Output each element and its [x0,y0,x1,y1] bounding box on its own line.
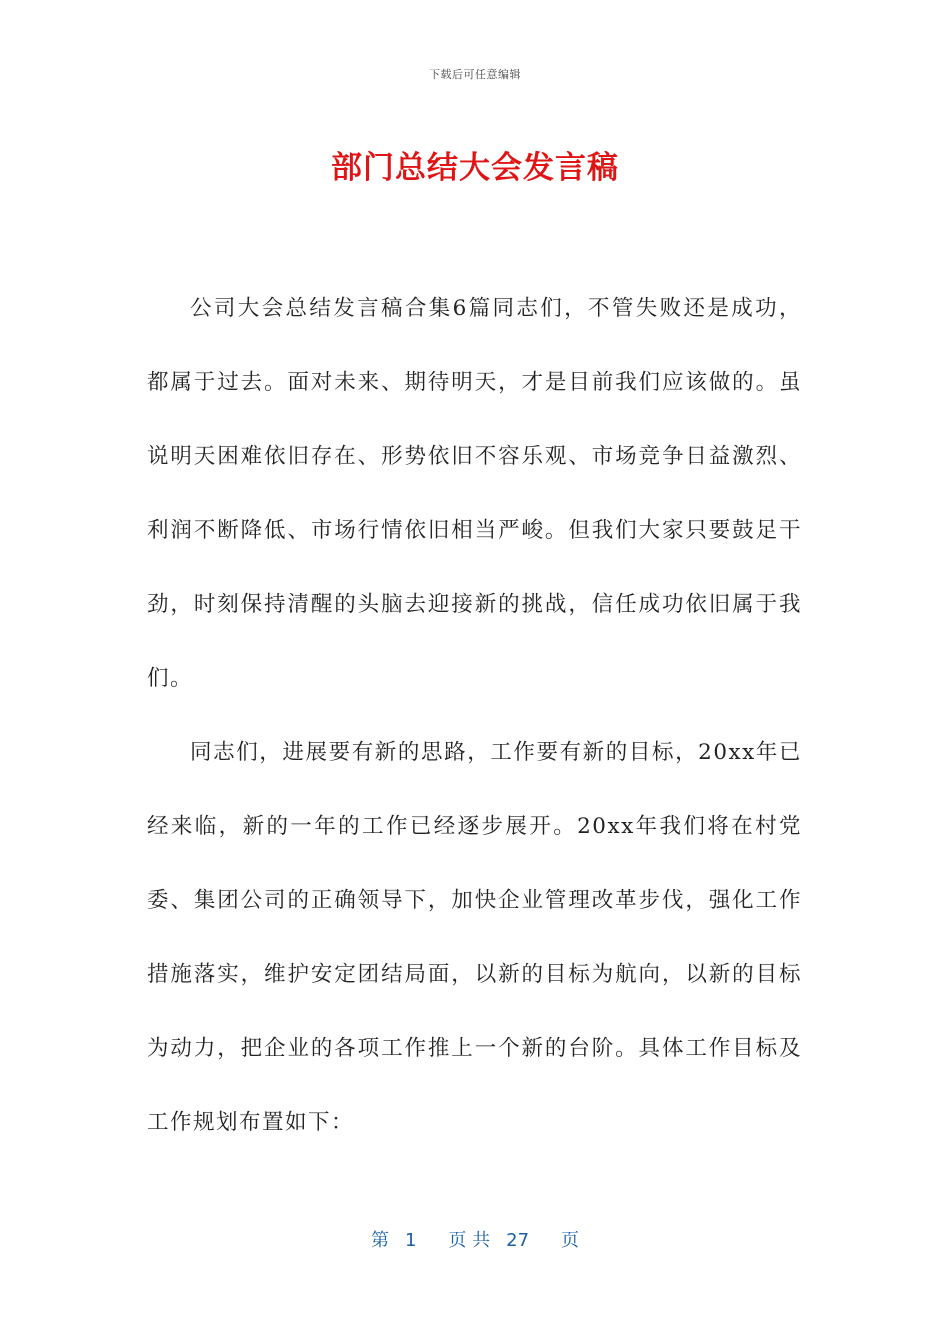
document-body [147,272,802,1160]
paragraph-2: 同志们，进展要有新的思路，工作要有新的目标，20xx年已经来临，新的一年的工作已经逐步展开。20xx年我们将在村党委、集团公司的正确领导下，加快企业管理改革步伐，强化工作措施落实，维护安定团结局面，以新的目标为航向，以新的目标为动力，把企业的各项工作推上一个新的台阶。具体工作目标及工作规划布置如下： [147,740,802,1135]
page-prefix: 第 [370,1230,389,1251]
paragraph-1: 公司大会总结发言稿合集6篇同志们，不管失败还是成功，都属于过去。面对未来、期待明天，才是目前我们应该做的。虽说明天困难依旧存在、形势依旧不容乐观、市场竞争日益激烈、利润不断降低、市场行情依旧相当严峻。但我们大家只要鼓足干劲，时刻保持清醒的头脑去迎接新的挑战，信任成功依旧属于我们。 [147,296,802,691]
document-title: 部门总结大会发言稿 [331,150,619,186]
total-pages-number: 27 [506,1230,530,1251]
current-page-number: 1 [404,1230,417,1251]
page-footer [0,1226,950,1252]
page-suffix: 页 [561,1230,580,1251]
page-middle: 页 共 [448,1230,491,1251]
header-note: 下载后可任意编辑 [429,68,521,81]
